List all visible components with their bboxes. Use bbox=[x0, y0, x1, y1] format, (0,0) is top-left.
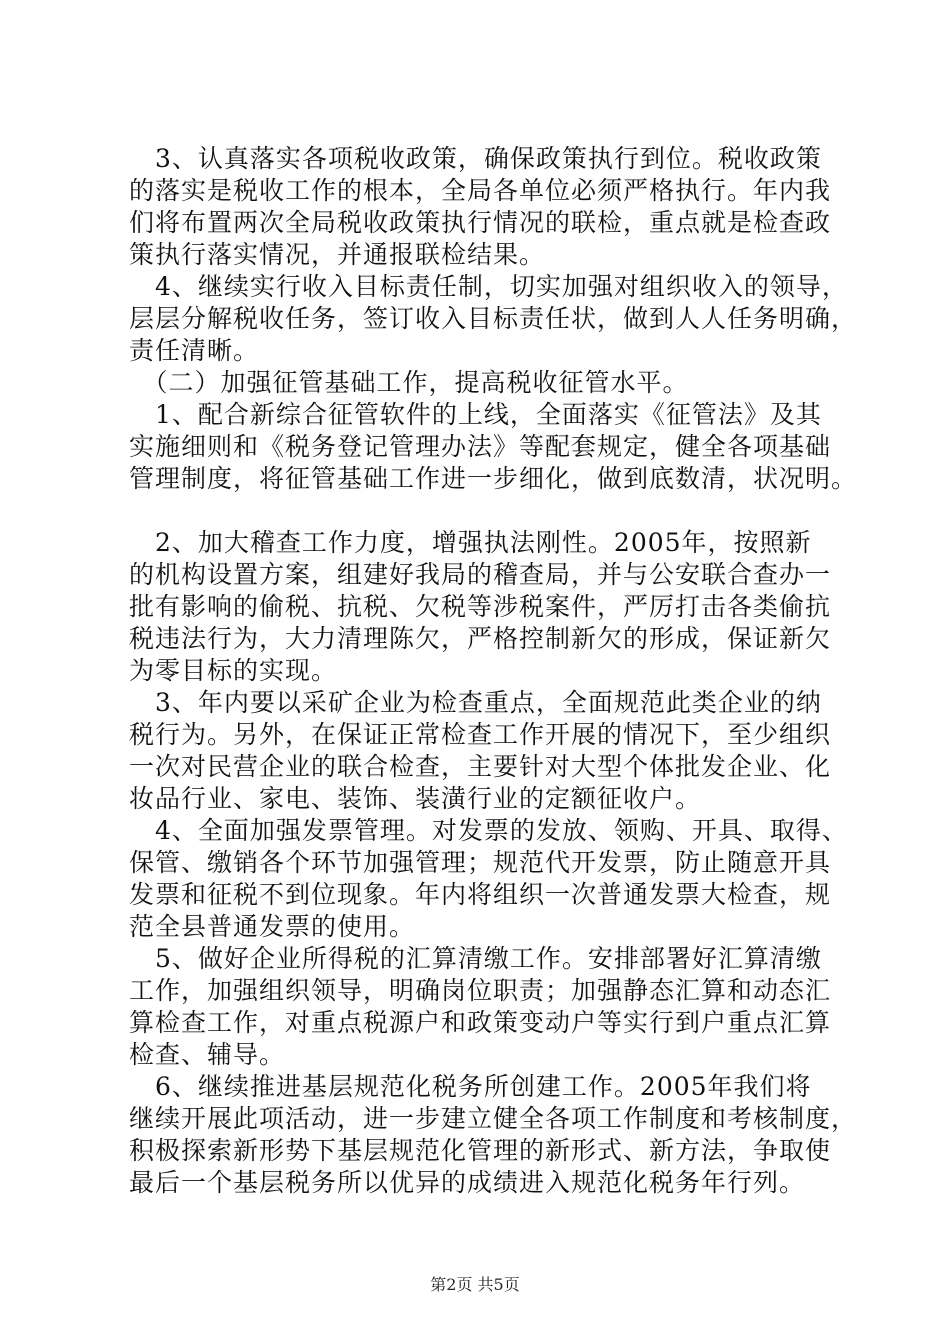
text-line: 5、做好企业所得税的汇算清缴工作。安排部署好汇算清缴 bbox=[129, 944, 822, 973]
text-line: 继续开展此项活动，进一步建立健全各项工作制度和考核制度， bbox=[129, 1104, 858, 1133]
text-line: 检查、辅导。 bbox=[129, 1040, 286, 1069]
text-line: 的落实是税收工作的根本，全局各单位必须严格执行。年内我 bbox=[129, 176, 832, 205]
text-line: 责任清晰。 bbox=[129, 336, 260, 365]
text-line: 妆品行业、家电、装饰、装潢行业的定额征收户。 bbox=[129, 784, 702, 813]
document-body bbox=[129, 143, 858, 1199]
text-line: 的机构设置方案，组建好我局的稽查局，并与公安联合查办一 bbox=[129, 560, 832, 589]
blank-line bbox=[129, 495, 849, 527]
text-line: 策执行落实情况，并通报联检结果。 bbox=[129, 240, 546, 269]
text-line: 1、配合新综合征管软件的上线，全面落实《征管法》及其 bbox=[129, 400, 822, 429]
text-line: 最后一个基层税务所以优异的成绩进入规范化税务年行列。 bbox=[129, 1168, 806, 1197]
text-line: 3、认真落实各项税收政策，确保政策执行到位。税收政策 bbox=[129, 144, 822, 173]
text-line: 3、年内要以采矿企业为检查重点，全面规范此类企业的纳 bbox=[129, 688, 822, 717]
text-line: 为零目标的实现。 bbox=[129, 656, 338, 685]
text-line: 批有影响的偷税、抗税、欠税等涉税案件，严厉打击各类偷抗 bbox=[129, 592, 832, 621]
text-line: 6、继续推进基层规范化税务所创建工作。2005年我们将 bbox=[129, 1072, 812, 1101]
text-line: 积极探索新形势下基层规范化管理的新形式、新方法，争取使 bbox=[129, 1136, 832, 1165]
text-line: 4、全面加强发票管理。对发票的发放、领购、开具、取得、 bbox=[129, 816, 848, 845]
text-line: 发票和征税不到位现象。年内将组织一次普通发票大检查，规 bbox=[129, 880, 832, 909]
text-line: 管理制度，将征管基础工作进一步细化，做到底数清，状况明。 bbox=[129, 464, 858, 493]
text-line: 层层分解税收任务，签订收入目标责任状，做到人人任务明确， bbox=[129, 304, 858, 333]
text-line: 们将布置两次全局税收政策执行情况的联检，重点就是检查政 bbox=[129, 208, 832, 237]
text-line: 2、加大稽查工作力度，增强执法刚性。2005年，按照新 bbox=[129, 528, 812, 557]
text-line: 税行为。另外，在保证正常检查工作开展的情况下，至少组织 bbox=[129, 720, 832, 749]
text-line: 一次对民营企业的联合检查，主要针对大型个体批发企业、化 bbox=[129, 752, 832, 781]
text-line: 工作，加强组织领导，明确岗位职责；加强静态汇算和动态汇 bbox=[129, 976, 832, 1005]
text-line: 保管、缴销各个环节加强管理；规范代开发票，防止随意开具 bbox=[129, 848, 832, 877]
section-heading: （二）加强征管基础工作，提高税收征管水平。 bbox=[129, 368, 689, 397]
text-line: 实施细则和《税务登记管理办法》等配套规定，健全各项基础 bbox=[129, 432, 832, 461]
text-line: 4、继续实行收入目标责任制，切实加强对组织收入的领导， bbox=[129, 272, 848, 301]
page-number-footer: 第2页 共5页 bbox=[430, 1275, 520, 1294]
text-line: 范全县普通发票的使用。 bbox=[129, 912, 416, 941]
text-line: 算检查工作，对重点税源户和政策变动户等实行到户重点汇算 bbox=[129, 1008, 832, 1037]
text-line: 税违法行为，大力清理陈欠，严格控制新欠的形成，保证新欠 bbox=[129, 624, 832, 653]
